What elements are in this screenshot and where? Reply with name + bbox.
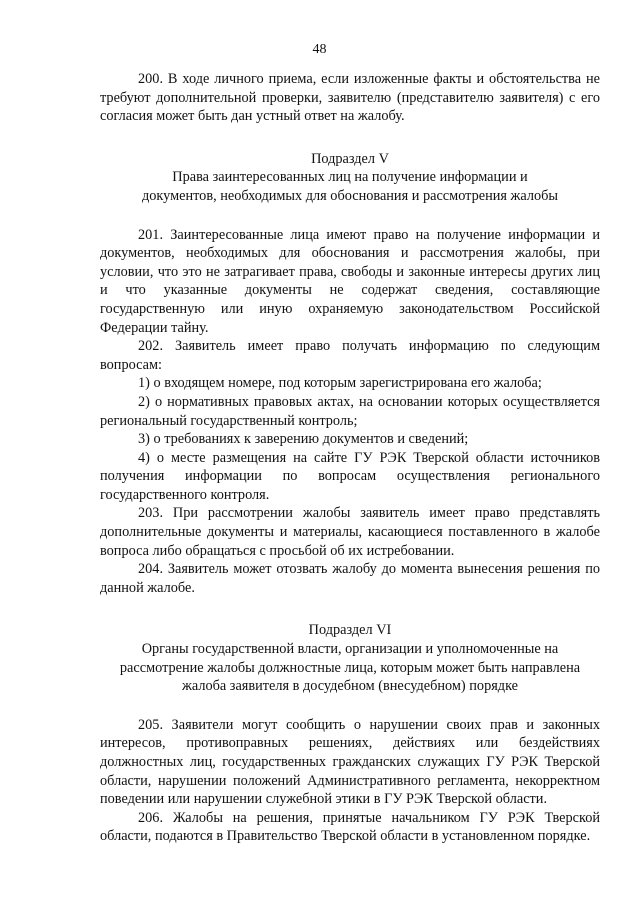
paragraph-205: 205. Заявители могут сообщить о нарушении своих прав и законных интересов, противоправных решениях, действиях или бездействиях должностных лиц, государственных гражданских служащих ГУ РЭК Тверской области, нарушении положений Административного регламента, некорректном поведении или нарушении служебной этики в ГУ РЭК Тверской области. bbox=[100, 716, 600, 808]
paragraph-202: 202. Заявитель имеет право получать информацию по следующим вопросам: bbox=[100, 338, 600, 373]
subsection-vi-title-line2: рассмотрение жалобы должностные лица, которым может быть направлена bbox=[119, 659, 581, 676]
subsection-v-title-line1: Права заинтересованных лиц на получение информации и bbox=[172, 169, 528, 186]
spacer bbox=[100, 597, 600, 621]
list-item-2: 2) о нормативных правовых актах, на основании которых осуществляется региональный государственный контроль; bbox=[100, 393, 600, 429]
paragraph-200: 200. В ходе личного приема, если изложенные факты и обстоятельства не требуют дополнительной проверки, заявителю (представителю заявителя) с его согласия может быть дан устный ответ на жалобу. bbox=[100, 71, 600, 125]
subsection-vi-title-line1: Органы государственной власти, организации и уполномоченные на bbox=[141, 641, 559, 658]
subsection-vi-title-line3: жалоба заявителя в досудебном (внесудебном) порядке bbox=[181, 678, 519, 695]
list-item-3: 3) о требованиях к заверению документов и сведений; bbox=[138, 431, 469, 448]
page-number: 48 bbox=[312, 42, 327, 57]
subsection-vi-label: Подраздел VI bbox=[308, 622, 392, 639]
spacer bbox=[100, 696, 600, 716]
subsection-v-title-line2: документов, необходимых для обоснования и рассмотрения жалобы bbox=[141, 187, 559, 204]
paragraph-201: 201. Заинтересованные лица имеют право на получение информации и документов, необходимых для обоснования и рассмотрения жалобы, при условии, что это не затрагивает права, свободы и законные интересы других лиц и что указанные документы не содержат сведения, составляющие государственную или иную охраняемую законодательством Российской Федерации тайну. bbox=[100, 226, 600, 336]
list-item-1: 1) о входящем номере, под которым зарегистрирована его жалоба; bbox=[138, 375, 542, 392]
paragraph-206: 206. Жалобы на решения, принятые начальником ГУ РЭК Тверской области, подаются в Правительство Тверской области в установленном порядке. bbox=[100, 809, 600, 845]
spacer bbox=[100, 126, 600, 150]
list-item-4: 4) о месте размещения на сайте ГУ РЭК Тверской области источников получения информации по вопросам осуществления регионального государственного контроля. bbox=[100, 449, 600, 503]
document-body bbox=[100, 70, 600, 846]
paragraph-203: 203. При рассмотрении жалобы заявитель имеет право представлять дополнительные документы и материалы, касающиеся поставленного в жалобе вопроса либо обращаться с просьбой об их истребовании. bbox=[100, 505, 600, 559]
subsection-v-label: Подраздел V bbox=[311, 150, 389, 167]
spacer bbox=[100, 206, 600, 226]
paragraph-204: 204. Заявитель может отозвать жалобу до момента вынесения решения по данной жалобе. bbox=[100, 561, 600, 596]
